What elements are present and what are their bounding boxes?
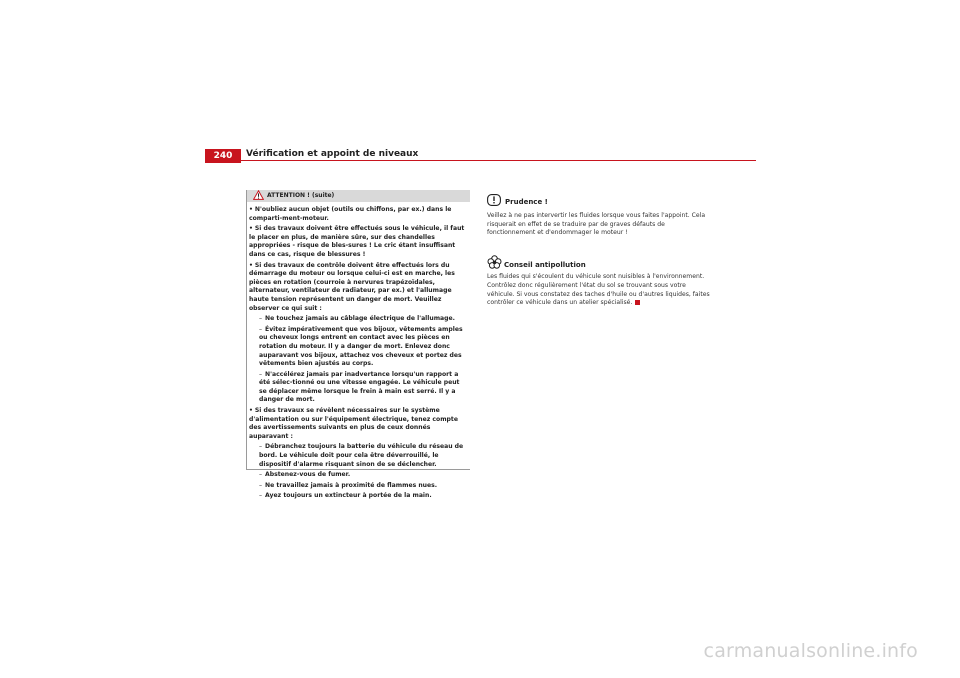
warning-body	[247, 202, 470, 501]
warning-subitem	[249, 326, 466, 369]
environment-text: Les fluides qui s'écoulent du véhicule sont nuisibles à l'environnement. Contrôlez donc régulièrement l'état du sol se trouvant sous votre véhicule. Si vous constatez des taches d'huile ou d'autres liquides, faites contrôler ce véhicule dans un atelier spécialisé.	[487, 273, 710, 307]
environment-header	[487, 255, 715, 273]
warning-item	[249, 407, 466, 441]
page-number: 240	[205, 149, 241, 163]
warning-text: Si des travaux se révèlent nécessaires sur le système d'alimentation ou sur l'équipement électrique, tenez compte des avertissements suivants en plus de ceux donnés auparavant :	[249, 407, 458, 440]
warning-triangle-icon	[253, 190, 264, 200]
dash: –	[259, 370, 263, 378]
warning-item	[249, 206, 466, 223]
warning-subtext: Évitez impérativement que vos bijoux, vêtements amples ou cheveux longs entrent en contact avec les pièces en rotation du moteur. Il y a danger de mort. Enlevez donc auparavant vos bijoux, attachez vos cheveux et portez des vêtements bien ajustés au corps.	[259, 325, 463, 368]
warning-subtext: Ayez toujours un extincteur à portée de la main.	[265, 492, 432, 500]
dash: –	[259, 443, 263, 451]
bullet: •	[249, 206, 253, 213]
header-rule	[241, 160, 756, 161]
warning-item	[249, 262, 466, 314]
warning-subtext: Abstenez-vous de fumer.	[265, 471, 351, 479]
warning-subitem	[249, 482, 466, 491]
bullet: •	[249, 407, 253, 415]
exclamation-icon	[487, 194, 501, 206]
environment-title: Conseil antipollution	[504, 261, 586, 270]
end-of-section-marker	[635, 300, 640, 305]
caution-title: Prudence !	[505, 198, 548, 206]
warning-subitem	[249, 315, 466, 324]
warning-subtext: Ne touchez jamais au câblage électrique de l'allumage.	[265, 315, 455, 323]
warning-subitem	[249, 471, 466, 480]
warning-subtext: N'accélérez jamais par inadvertance lorsqu'un rapport a été sélec-tionné ou une vitesse engagée. Le véhicule peut se déplacer même lorsque le frein à main est serré. Il y a danger de mort.	[259, 370, 460, 404]
warning-box	[246, 190, 470, 500]
warning-text: N'oubliez aucun objet (outils ou chiffons, par ex.) dans le comparti-ment-moteur.	[249, 206, 452, 222]
dash: –	[259, 492, 263, 500]
environment-text-block	[487, 273, 715, 308]
bullet: •	[249, 225, 253, 233]
warning-text: Si des travaux de contrôle doivent être effectués lors du démarrage du moteur ou lorsque celui-ci est en marche, les pièces en rotation (courroie à nervures trapézoïdales, alternateur, ventilateur de radiateur, par ex.) et l'allumage haute tension représentent un danger de mort. Veuillez observer ce qui suit :	[249, 261, 455, 312]
bullet: •	[249, 261, 253, 269]
warning-subitem	[249, 371, 466, 405]
warning-item	[249, 225, 466, 259]
warning-header-bar	[247, 190, 470, 202]
warning-subtext: Débranchez toujours la batterie du véhicule du réseau de bord. Le véhicule doit pour cela être déverrouillé, le dispositif d'alarme risquant sinon de se déclencher.	[259, 443, 464, 468]
warning-subitem	[249, 492, 466, 501]
environment-flower-icon	[487, 255, 502, 270]
right-column	[487, 194, 715, 308]
dash: –	[259, 325, 263, 333]
caution-text: Veillez à ne pas intervertir les fluides lorsque vous faites l'appoint. Cela risquerait en effet de se traduire par de graves défauts de fonctionnement et d'endommager le moteur !	[487, 212, 706, 237]
dash: –	[259, 481, 263, 489]
page-title: Vérification et appoint de niveaux	[246, 149, 419, 159]
warning-text: Si des travaux doivent être effectués sous le véhicule, il faut le placer en plus, de manière sûre, sur des chandelles appropriées - risque de bles-sures ! Le cric étant insuffisant dans ce cas, risque de blessures !	[249, 225, 465, 258]
warning-subitem	[249, 443, 466, 469]
dash: –	[259, 471, 263, 479]
caution-header	[487, 194, 715, 212]
watermark: carmanualsonline.info	[703, 640, 918, 662]
warning-heading: ATTENTION ! (suite)	[267, 192, 335, 199]
warning-subtext: Ne travaillez jamais à proximité de flammes nues.	[265, 481, 438, 489]
dash: –	[259, 315, 263, 323]
